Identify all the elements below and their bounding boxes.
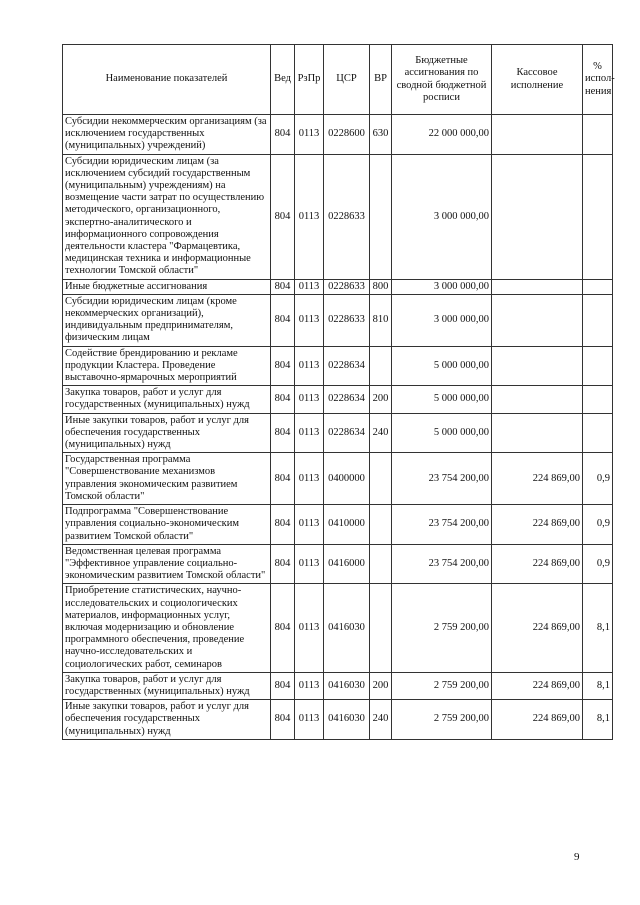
cell-ved: 804 (271, 346, 295, 386)
cell-budget: 3 000 000,00 (392, 279, 492, 294)
cell-budget: 5 000 000,00 (392, 413, 492, 453)
cell-rzpr: 0113 (295, 453, 324, 505)
cell-name: Закупка товаров, работ и услуг для государственных (муниципальных) нужд (63, 386, 271, 413)
cell-pct: 8,1 (583, 584, 613, 672)
cell-cash: 224 869,00 (492, 453, 583, 505)
header-csr: ЦСР (324, 45, 370, 115)
cell-csr: 0228634 (324, 413, 370, 453)
cell-budget: 2 759 200,00 (392, 672, 492, 699)
cell-cash: 224 869,00 (492, 544, 583, 584)
cell-vr (370, 505, 392, 545)
header-pct: % испол-нения (583, 45, 613, 115)
cell-csr: 0228633 (324, 154, 370, 279)
cell-pct (583, 386, 613, 413)
cell-vr: 810 (370, 294, 392, 346)
cell-vr: 800 (370, 279, 392, 294)
table-row (63, 413, 613, 453)
cell-rzpr: 0113 (295, 413, 324, 453)
cell-ved: 804 (271, 386, 295, 413)
table-row (63, 505, 613, 545)
cell-csr: 0400000 (324, 453, 370, 505)
cell-csr: 0416030 (324, 700, 370, 740)
cell-rzpr: 0113 (295, 346, 324, 386)
cell-name: Закупка товаров, работ и услуг для государственных (муниципальных) нужд (63, 672, 271, 699)
cell-pct: 8,1 (583, 700, 613, 740)
cell-vr: 240 (370, 700, 392, 740)
cell-budget: 2 759 200,00 (392, 700, 492, 740)
cell-ved: 804 (271, 115, 295, 155)
cell-cash (492, 154, 583, 279)
cell-vr (370, 453, 392, 505)
cell-name: Приобретение статистических, научно-исследовательских и социологических материалов, информационных услуг, включая модернизацию и обновление программного обеспечения, проведение научно-исследовательских и социологических работ, семинаров (63, 584, 271, 672)
cell-csr: 0228633 (324, 279, 370, 294)
table-row (63, 386, 613, 413)
cell-cash: 224 869,00 (492, 700, 583, 740)
cell-cash (492, 279, 583, 294)
cell-vr: 240 (370, 413, 392, 453)
cell-cash: 224 869,00 (492, 672, 583, 699)
cell-pct (583, 413, 613, 453)
cell-name: Ведомственная целевая программа "Эффективное управление социально-экономическим развитием Томской области" (63, 544, 271, 584)
cell-vr: 200 (370, 672, 392, 699)
cell-ved: 804 (271, 154, 295, 279)
header-ved: Вед (271, 45, 295, 115)
table-row (63, 672, 613, 699)
cell-budget: 22 000 000,00 (392, 115, 492, 155)
cell-budget: 23 754 200,00 (392, 453, 492, 505)
table-row (63, 544, 613, 584)
cell-pct (583, 346, 613, 386)
cell-ved: 804 (271, 413, 295, 453)
cell-csr: 0228633 (324, 294, 370, 346)
table-body (63, 115, 613, 740)
table-row (63, 346, 613, 386)
table-row (63, 584, 613, 672)
cell-cash (492, 346, 583, 386)
cell-budget: 5 000 000,00 (392, 386, 492, 413)
cell-name: Содействие брендированию и рекламе продукции Кластера. Проведение выставочно-ярмарочных мероприятий (63, 346, 271, 386)
cell-pct (583, 294, 613, 346)
cell-vr: 200 (370, 386, 392, 413)
cell-cash (492, 294, 583, 346)
cell-name: Субсидии некоммерческим организациям (за исключением государственных (муниципальных) учреждений) (63, 115, 271, 155)
cell-csr: 0410000 (324, 505, 370, 545)
header-rzpr: РзПр (295, 45, 324, 115)
header-vr: ВР (370, 45, 392, 115)
cell-vr (370, 544, 392, 584)
table-row (63, 154, 613, 279)
cell-name: Государственная программа "Совершенствование механизмов управления экономическим развитием Томской области" (63, 453, 271, 505)
budget-table (62, 44, 613, 740)
cell-rzpr: 0113 (295, 386, 324, 413)
cell-name: Иные закупки товаров, работ и услуг для обеспечения государственных (муниципальных) нужд (63, 700, 271, 740)
table-row (63, 115, 613, 155)
cell-rzpr: 0113 (295, 279, 324, 294)
cell-csr: 0416030 (324, 584, 370, 672)
cell-vr: 630 (370, 115, 392, 155)
cell-cash: 224 869,00 (492, 584, 583, 672)
cell-cash (492, 386, 583, 413)
table-row (63, 294, 613, 346)
cell-ved: 804 (271, 672, 295, 699)
cell-pct (583, 279, 613, 294)
cell-ved: 804 (271, 584, 295, 672)
cell-budget: 2 759 200,00 (392, 584, 492, 672)
cell-pct: 0,9 (583, 505, 613, 545)
cell-budget: 3 000 000,00 (392, 294, 492, 346)
cell-csr: 0228634 (324, 346, 370, 386)
cell-pct: 0,9 (583, 544, 613, 584)
cell-ved: 804 (271, 294, 295, 346)
cell-vr (370, 346, 392, 386)
cell-ved: 804 (271, 453, 295, 505)
cell-csr: 0416000 (324, 544, 370, 584)
cell-vr (370, 584, 392, 672)
cell-ved: 804 (271, 700, 295, 740)
cell-rzpr: 0113 (295, 700, 324, 740)
cell-ved: 804 (271, 544, 295, 584)
cell-csr: 0416030 (324, 672, 370, 699)
cell-csr: 0228634 (324, 386, 370, 413)
table-header-row (63, 45, 613, 115)
header-name: Наименование показателей (63, 45, 271, 115)
cell-cash (492, 413, 583, 453)
table-row (63, 453, 613, 505)
cell-ved: 804 (271, 279, 295, 294)
cell-name: Иные закупки товаров, работ и услуг для обеспечения государственных (муниципальных) нужд (63, 413, 271, 453)
cell-pct: 8,1 (583, 672, 613, 699)
cell-rzpr: 0113 (295, 544, 324, 584)
cell-rzpr: 0113 (295, 154, 324, 279)
cell-name: Подпрограмма "Совершенствование управления социально-экономическим развитием Томской области" (63, 505, 271, 545)
cell-budget: 23 754 200,00 (392, 544, 492, 584)
cell-vr (370, 154, 392, 279)
cell-name: Иные бюджетные ассигнования (63, 279, 271, 294)
header-budget: Бюджетные ассигнования по сводной бюджетной росписи (392, 45, 492, 115)
cell-pct (583, 115, 613, 155)
cell-csr: 0228600 (324, 115, 370, 155)
cell-cash (492, 115, 583, 155)
cell-rzpr: 0113 (295, 672, 324, 699)
header-cash: Кассовое исполнение (492, 45, 583, 115)
cell-budget: 5 000 000,00 (392, 346, 492, 386)
table-row (63, 700, 613, 740)
table-row (63, 279, 613, 294)
cell-name: Субсидии юридическим лицам (кроме некоммерческих организаций), индивидуальным предпринимателям, физическим лицам (63, 294, 271, 346)
cell-rzpr: 0113 (295, 294, 324, 346)
cell-rzpr: 0113 (295, 505, 324, 545)
cell-rzpr: 0113 (295, 584, 324, 672)
cell-budget: 23 754 200,00 (392, 505, 492, 545)
cell-cash: 224 869,00 (492, 505, 583, 545)
cell-rzpr: 0113 (295, 115, 324, 155)
cell-name: Субсидии юридическим лицам (за исключением субсидий государственным (муниципальным) учреждениям) на возмещение части затрат по осуществлению методического, организационного, экспертно-аналитического и информационного сопровождения деятельности кластера "Фармацевтика, медицинская техника и информационные технологии Томской области" (63, 154, 271, 279)
page-number: 9 (574, 851, 580, 863)
cell-budget: 3 000 000,00 (392, 154, 492, 279)
cell-pct (583, 154, 613, 279)
cell-ved: 804 (271, 505, 295, 545)
cell-pct: 0,9 (583, 453, 613, 505)
